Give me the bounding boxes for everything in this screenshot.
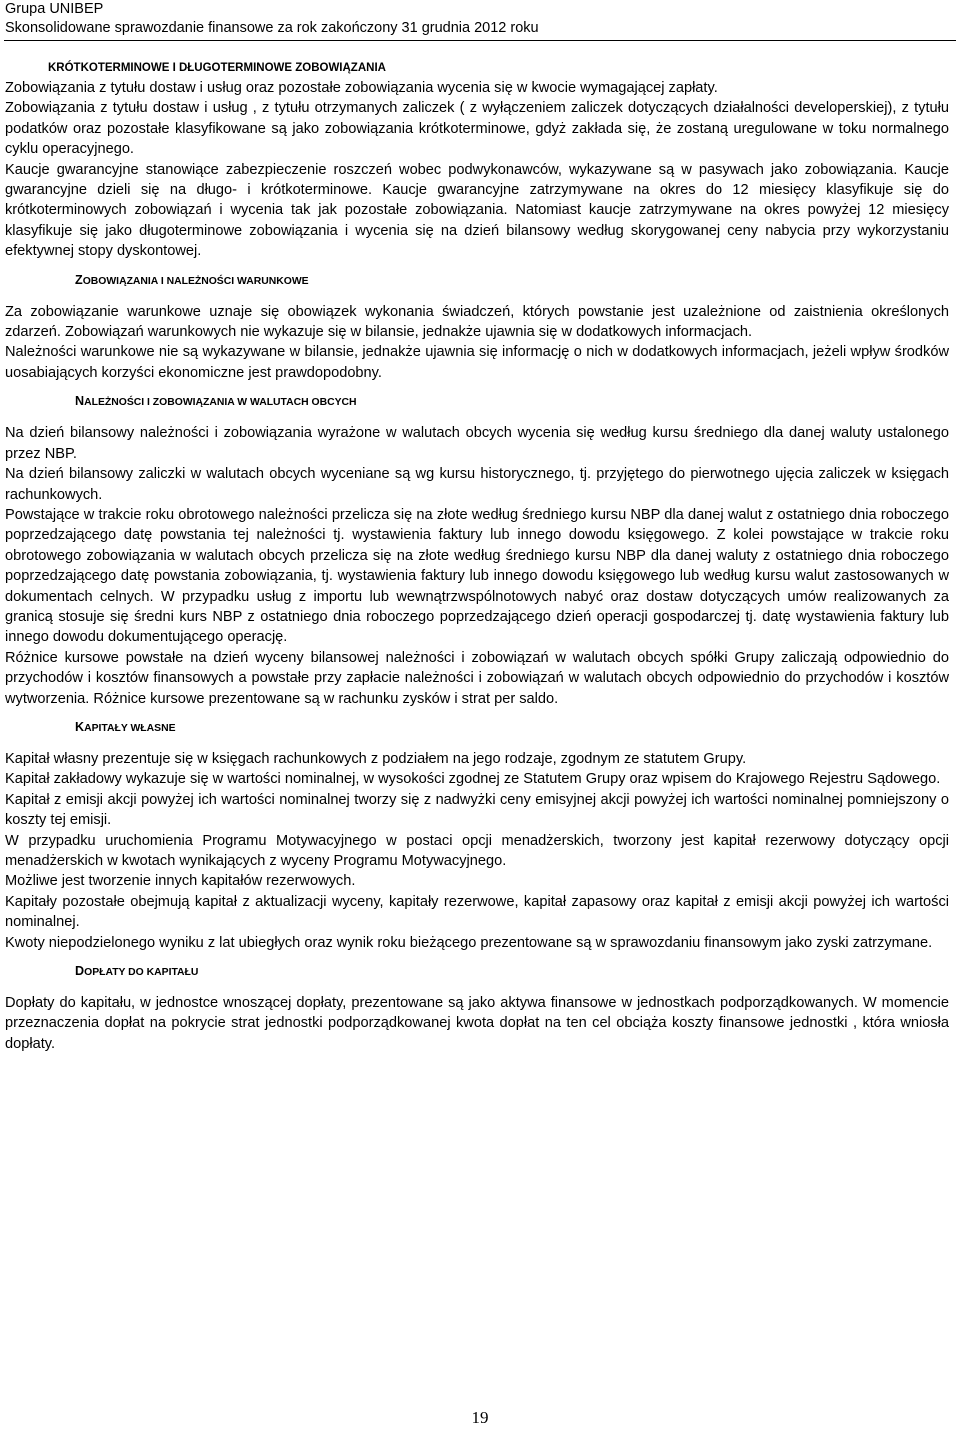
heading-initial: Z	[75, 272, 83, 287]
paragraph: W przypadku uruchomienia Programu Motywacyjnego w postaci opcji menadżerskich, tworzony jest kapitał rezerwowy dotyczący opcji menadżerskich w kwotach wynikających z wyceny Programu Motywacyjnego.	[5, 832, 949, 869]
paragraph: Za zobowiązanie warunkowe uznaje się obowiązek wykonania świadczeń, których powstanie jest uzależnione od zaistnienia określonych zdarzeń. Zobowiązań warunkowych nie wykazuje się w bilansie, jednakże ujawnia się w dodatkowych informacjach.	[5, 303, 949, 341]
paragraph: Dopłaty do kapitału, w jednostce wnoszącej dopłaty, prezentowane są jako aktywa finansowe w jednostkach podporządkowanych. W momencie przeznaczenia dopłat na pokrycie strat jednostki podporządkowanej kwota dopłat na ten cel obciąża koszty finansowe jednostki , która wniosła dopłaty.	[5, 995, 949, 1052]
heading-initial: K	[75, 719, 85, 734]
heading-initial: D	[75, 964, 85, 979]
paragraph: Kapitał z emisji akcji powyżej ich wartości nominalnej tworzy się z nadwyżki ceny emisyjnej akcji powyżej ich wartości nominalnej pomniejszony o koszty tej emisji.	[5, 791, 949, 829]
section-heading-equity	[75, 717, 949, 739]
header-divider	[4, 40, 956, 41]
heading-rest: APITAŁY WŁASNE	[84, 722, 176, 734]
paragraph: Powstające w trakcie roku obrotowego należności przelicza się na złote według średniego kursu NBP dla danej walut z ostatniego dnia roboczego poprzedzającego datę powstania tej należności tj. wystawienia faktury lub innego dowodu księgowego. Z kolei powstające w trakcie roku obrotowego zobowiązania w walutach obcych przelicza się na złote według średniego kursu NBP dla danej waluty z ostatniego dnia roboczego poprzedzającego datę powstania zobowiązania, tj. wystawienia faktury lub innego dowodu księgowego lub według kursu walut zastosowanych w dokumentach celnych. W przypadku usług z importu lub wewnątrzwspólnotowych nabyć oraz dostaw dotyczących umów realizowanych za granicą stosuje się średni kurs NBP z ostatniego dnia roboczego poprzedzającego dzień operacji gospodarczej tj. datę wystawienia faktury lub innego dowodu dokumentującego operację.	[5, 506, 949, 646]
paragraph: Na dzień bilansowy należności i zobowiązania wyrażone w walutach obcych wycenia się według kursu średniego dla danej waluty ustalonego przez NBP.	[5, 425, 949, 462]
paragraph: Możliwe jest tworzenie innych kapitałów rezerwowych.	[5, 873, 356, 890]
heading-rest: ALEŻNOŚCI I ZOBOWIĄZANIA W WALUTACH OBCYCH	[84, 397, 357, 409]
section-heading-contingent	[75, 270, 949, 292]
paragraph: Kapitał zakładowy wykazuje się w wartości nominalnej, w wysokości zgodnej ze Statutem Grupy oraz wpisem do Krajowego Rejestru Sądowego.	[5, 771, 941, 788]
page-number: 19	[471, 1408, 489, 1427]
document-body	[5, 58, 949, 1054]
company-name: Grupa UNIBEP	[5, 1, 104, 17]
paragraph: Należności warunkowe nie są wykazywane w bilansie, jednakże ujawnia się informację o nich w dodatkowych informacjach, jeżeli wpływ środków uosabiających korzyści ekonomiczne jest prawdopodobny.	[5, 344, 949, 381]
paragraph: Kwoty niepodzielonego wyniku z lat ubiegłych oraz wynik roku bieżącego prezentowane są w sprawozdaniu finansowym jako zyski zatrzymane.	[5, 934, 933, 951]
heading-rest: OPŁATY DO KAPITAŁU	[84, 967, 199, 979]
page-header	[5, 0, 955, 38]
paragraph: Zobowiązania z tytułu dostaw i usług oraz pozostałe zobowiązania wycenia się w kwocie wymagającej zapłaty.	[5, 80, 718, 96]
section-heading-liabilities: KRÓTKOTERMINOWE I DŁUGOTERMINOWE ZOBOWIĄZANIA	[48, 62, 386, 74]
paragraph: Kapitały pozostałe obejmują kapitał z aktualizacji wyceny, kapitały rezerwowe, kapitał zapasowy oraz kapitał z emisji akcji powyżej ich wartości nominalnej.	[5, 893, 949, 931]
heading-rest: OBOWIĄZANIA I NALEŻNOŚCI WARUNKOWE	[82, 275, 309, 287]
section-heading-foreign-currency	[75, 391, 949, 413]
paragraph: Kaucje gwarancyjne stanowiące zabezpieczenie roszczeń wobec podwykonawców, wykazywane są w pasywach jako zobowiązania. Kaucje gwarancyjne dzieli się na długo- i krótkoterminowe. Kaucje gwarancyjne zatrzymywane na okres do 12 miesięcy klasyfikuje się do krótkoterminowych zobowiązań i wycenia tak jak pozostałe zobowiązania. Natomiast kaucje zatrzymywane na okres powyżej 12 miesięcy klasyfikuje się jako długoterminowe zobowiązania i wycenia się na dzień bilansowy według skorygowanej ceny nabycia przy wykorzystaniu efektywnej stopy dyskontowej.	[5, 161, 949, 260]
report-title: Skonsolidowane sprawozdanie finansowe za rok zakończony 31 grudnia 2012 roku	[5, 20, 539, 36]
paragraph: Różnice kursowe powstałe na dzień wyceny bilansowej należności i zobowiązań w walutach obcych spółki Grupy zaliczają odpowiednio do przychodów i kosztów finansowych a powstałe przy zapłacie należności i zobowiązań w walutach obcych odpowiednio do przychodów i kosztów wytworzenia. Różnice kursowe prezentowane są w rachunku zysków i strat per saldo.	[5, 649, 949, 707]
paragraph: Kapitał własny prezentuje się w księgach rachunkowych z podziałem na jego rodzaje, zgodnym ze statutem Grupy.	[5, 750, 747, 767]
paragraph: Na dzień bilansowy zaliczki w walutach obcych wyceniane są wg kursu historycznego, tj. przyjętego do pierwotnego ujęcia zaliczek w księgach rachunkowych.	[5, 466, 949, 503]
paragraph: Zobowiązania z tytułu dostaw i usług , z tytułu otrzymanych zaliczek ( z wyłączeniem zaliczek dotyczących działalności developerskiej), z tytułu podatków oraz pozostałe klasyfikowane są jako zobowiązania krótkoterminowe, gdyż zakłada się, że zostaną uregulowane w toku normalnego cyklu operacyjnego.	[5, 100, 949, 158]
section-heading-capital-contributions	[75, 961, 949, 983]
heading-initial: N	[75, 394, 85, 409]
